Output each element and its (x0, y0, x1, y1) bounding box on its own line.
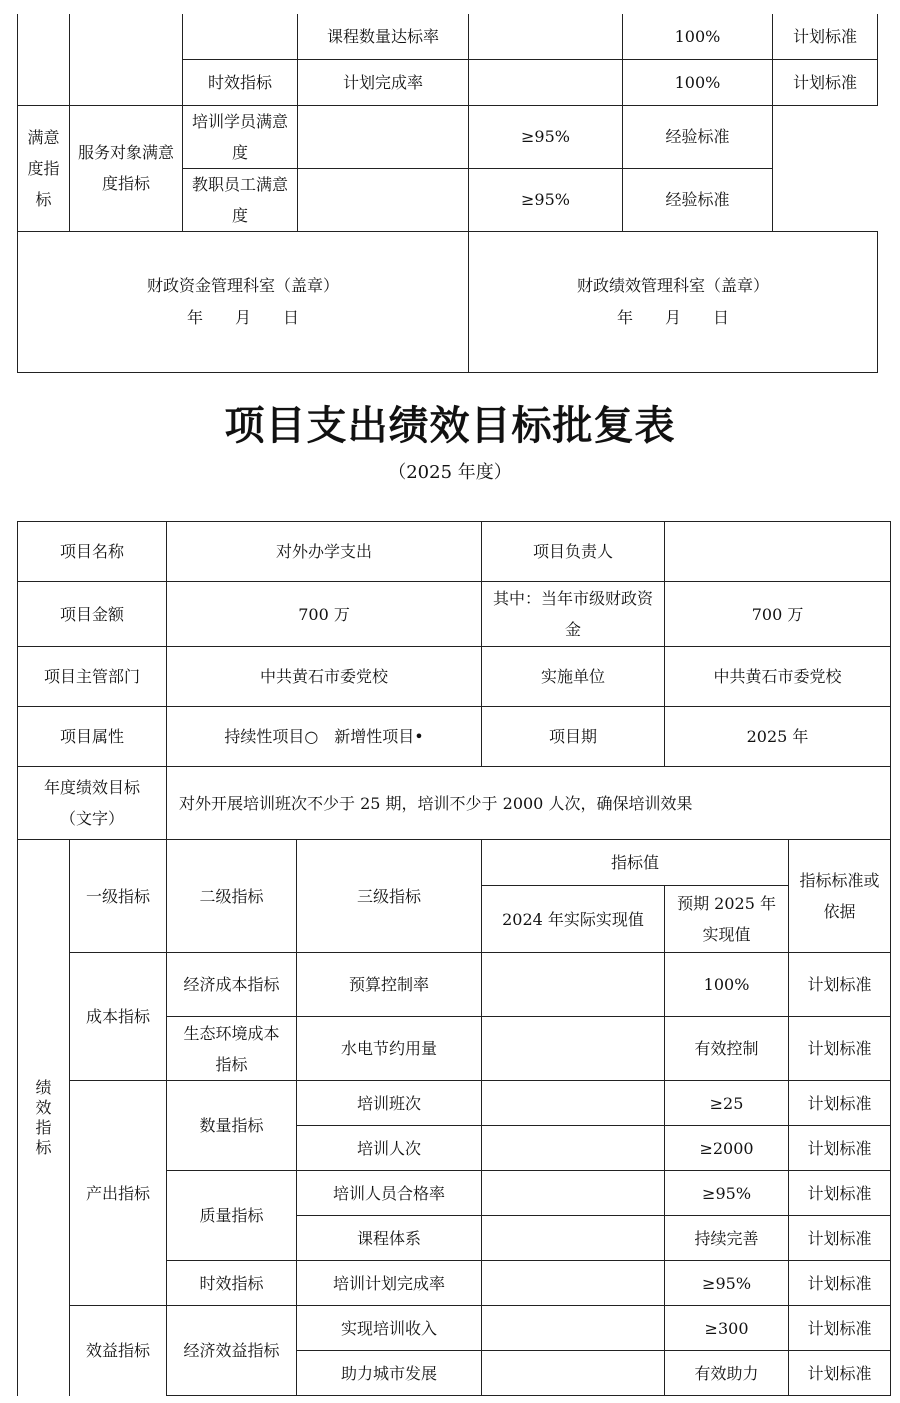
output-indicator: 产出指标 (70, 1081, 167, 1306)
cost-eco-basis: 计划标准 (789, 1017, 891, 1081)
header-basis: 指标标准或依据 (789, 840, 891, 953)
signature-right-date: 年 月 日 (616, 307, 729, 327)
cell-target: 100% (623, 14, 773, 59)
cost-indicator: 成本指标 (70, 953, 167, 1081)
qty-basis1: 计划标准 (789, 1081, 891, 1126)
label-attr: 项目属性 (18, 707, 167, 767)
cell-actual (482, 1216, 665, 1261)
header-level2: 二级指标 (167, 840, 297, 953)
value-goal: 对外开展培训班次不少于 25 期，培训不少于 2000 人次，确保培训效果 (167, 767, 891, 840)
qual-val2: 持续完善 (665, 1216, 789, 1261)
perf-indicator-label (18, 840, 70, 1396)
econ-basis2: 计划标准 (789, 1351, 891, 1396)
cost-econ-basis: 计划标准 (789, 953, 891, 1017)
cell-actual (469, 14, 623, 59)
cell-actual (298, 105, 469, 168)
cost-econ: 经济成本指标 (167, 953, 297, 1017)
cell-first-satisfaction: 满意度指标 (18, 105, 70, 231)
qual-basis1: 计划标准 (789, 1171, 891, 1216)
cell-target: ≥95% (469, 168, 623, 231)
cell-second: 时效指标 (183, 59, 298, 105)
econ-val1: ≥300 (665, 1306, 789, 1351)
cell-third: 计划完成率 (298, 59, 469, 105)
page-subtitle: （2025 年度） (388, 462, 512, 483)
cost-econ-val: 100% (665, 953, 789, 1017)
value-unit: 中共黄石市委党校 (665, 647, 891, 707)
cell-actual (469, 59, 623, 105)
perf-indicator-text: 绩效指标 (35, 1077, 52, 1157)
signature-left-date: 年 月 日 (186, 307, 299, 327)
value-city-fund: 700 万 (665, 582, 891, 647)
cell-actual (482, 1171, 665, 1216)
header-expected-2025: 预期 2025 年实现值 (665, 886, 789, 953)
cell-basis: 经验标准 (623, 105, 773, 168)
cell-actual (482, 1126, 665, 1171)
econ-item2: 助力城市发展 (297, 1351, 482, 1396)
label-city-fund: 其中：当年市级财政资金 (482, 582, 665, 647)
cell-target: ≥95% (469, 105, 623, 168)
time-basis: 计划标准 (789, 1261, 891, 1306)
time-val: ≥95% (665, 1261, 789, 1306)
cell-target: 100% (623, 59, 773, 105)
top-empty-col3 (183, 14, 298, 59)
qual-indicator: 质量指标 (167, 1171, 297, 1261)
value-project-owner (665, 522, 891, 582)
qual-item2: 课程体系 (297, 1216, 482, 1261)
qty-basis2: 计划标准 (789, 1126, 891, 1171)
label-project-owner: 项目负责人 (482, 522, 665, 582)
top-empty-col2 (70, 14, 183, 105)
qty-val2: ≥2000 (665, 1126, 789, 1171)
cell-actual (482, 1306, 665, 1351)
cell-actual (482, 1017, 665, 1081)
cell-basis: 计划标准 (773, 59, 878, 105)
header-actual-2024: 2024 年实际实现值 (482, 886, 665, 953)
page-title: 项目支出绩效目标批复表 (224, 403, 676, 449)
main-table (17, 521, 891, 1396)
qual-item1: 培训人员合格率 (297, 1171, 482, 1216)
value-period: 2025 年 (665, 707, 891, 767)
cost-econ-item: 预算控制率 (297, 953, 482, 1017)
qty-val1: ≥25 (665, 1081, 789, 1126)
cell-basis: 经验标准 (623, 168, 773, 231)
cell-actual (298, 168, 469, 231)
econ-basis1: 计划标准 (789, 1306, 891, 1351)
econ-item1: 实现培训收入 (297, 1306, 482, 1351)
value-attr: 持续性项目○ 新增性项目• (167, 707, 482, 767)
header-level3: 三级指标 (297, 840, 482, 953)
header-value: 指标值 (482, 840, 789, 886)
label-dept: 项目主管部门 (18, 647, 167, 707)
signature-right-office: 财政绩效管理科室（盖章） (576, 275, 769, 295)
qual-basis2: 计划标准 (789, 1216, 891, 1261)
value-project-name: 对外办学支出 (167, 522, 482, 582)
signature-right (469, 231, 878, 372)
cost-eco-val: 有效控制 (665, 1017, 789, 1081)
top-table (17, 14, 878, 373)
label-period: 项目期 (482, 707, 665, 767)
cell-second-satisfaction: 服务对象满意度指标 (70, 105, 183, 231)
cell-actual (482, 1261, 665, 1306)
cell-actual (482, 1081, 665, 1126)
cost-eco-item: 水电节约用量 (297, 1017, 482, 1081)
cost-eco: 生态环境成本指标 (167, 1017, 297, 1081)
signature-left (18, 231, 469, 372)
cell-third: 培训学员满意度 (183, 105, 298, 168)
label-project-amount: 项目金额 (18, 582, 167, 647)
econ-benefit-indicator: 经济效益指标 (167, 1306, 297, 1396)
cell-basis: 计划标准 (773, 14, 878, 59)
value-dept: 中共黄石市委党校 (167, 647, 482, 707)
benefit-indicator: 效益指标 (70, 1306, 167, 1396)
qty-item1: 培训班次 (297, 1081, 482, 1126)
label-project-name: 项目名称 (18, 522, 167, 582)
cell-third: 课程数量达标率 (298, 14, 469, 59)
label-unit: 实施单位 (482, 647, 665, 707)
header-level1: 一级指标 (70, 840, 167, 953)
signature-left-office: 财政资金管理科室（盖章） (146, 275, 339, 295)
label-goal: 年度绩效目标（文字） (18, 767, 167, 840)
econ-val2: 有效助力 (665, 1351, 789, 1396)
qty-indicator: 数量指标 (167, 1081, 297, 1171)
time-indicator: 时效指标 (167, 1261, 297, 1306)
qty-item2: 培训人次 (297, 1126, 482, 1171)
top-empty-col1 (18, 14, 70, 105)
time-item: 培训计划完成率 (297, 1261, 482, 1306)
cell-actual (482, 1351, 665, 1396)
value-project-amount: 700 万 (167, 582, 482, 647)
qual-val1: ≥95% (665, 1171, 789, 1216)
cell-actual (482, 953, 665, 1017)
cell-third: 教职员工满意度 (183, 168, 298, 231)
